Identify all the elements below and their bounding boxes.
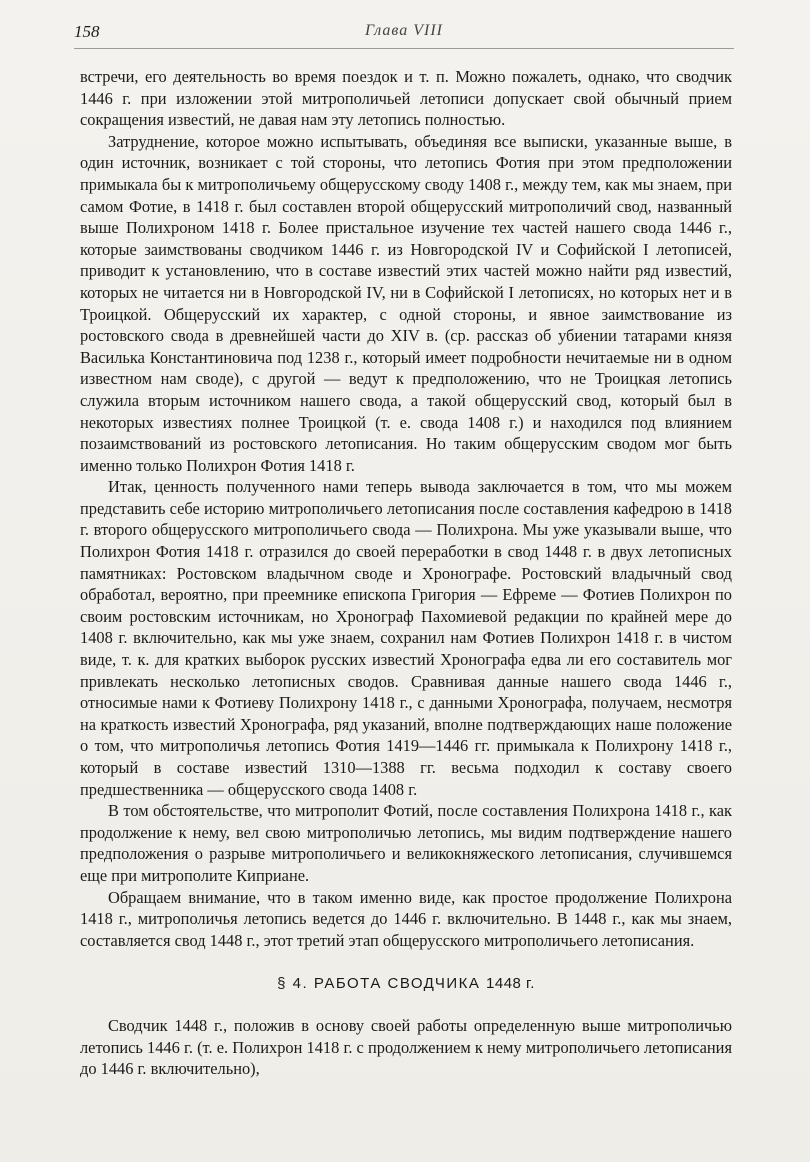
chapter-title: Глава VIII — [364, 22, 443, 39]
header-rule — [74, 48, 734, 49]
paragraph-2: Затруднение, которое можно испытывать, объединяя все выписки, указанные выше, в один источник, возникает с той стороны, что летопись Фотия при этом предположении примыкала бы к митрополичьему общерусскому своду 1408 г., между тем, как мы знаем, при самом Фотие, в 1418 г. был составлен второй общерусский митрополичий свод, названный выше Полихроном 1418 г. Более пристальное изучение тех частей нашего свода 1446 г., которые заимствованы сводчиком 1446 г. из Новгородской IV и Софийской I летописей, приводит к установлению, что в составе известий этих частей можно найти ряд известий, которых не читается ни в Новгородской IV, ни в Софийской I летописях, но которых нет и в Троицкой. Общерусский их характер, с одной стороны, и явное заимствование из ростовского свода в древнейшей части до XIV в. (ср. рассказ об убиении татарами князя Василька Константиновича под 1238 г., который имеет подробности нечитаемые ни в одном известном нам своде), с другой — ведут к предположению, что не Троицкая летопись служила вторым источником нашего свода, а такой общерусский свод, который был в некоторых известиях полнее Троицкой (т. е. свода 1408 г.) и находился под влиянием позаимствований из ростовского летописания. Но таким общерусским сводом мог быть именно только Полихрон Фотия 1418 г. — [80, 131, 732, 475]
section-year: 1448 г. — [486, 975, 535, 993]
body-text — [80, 66, 732, 1080]
page-number: 158 — [74, 22, 100, 41]
paragraph-5: Обращаем внимание, что в таком именно виде, как простое продолжение Полихрона 1418 г., митрополичья летопись ведется до 1446 г. включительно. В 1448 г., как мы знаем, составляется свод 1448 г., этот третий этап общерусского митрополичьего летописания. — [80, 887, 732, 950]
paragraph-1: встречи, его деятельность во время поездок и т. п. Можно пожалеть, однако, что сводчик 1446 г. при изложении этой митрополичьей летописи допускает свой обычный прием сокращения известий, не давая нам эту летопись полностью. — [80, 67, 732, 130]
running-head — [74, 22, 734, 46]
section-heading — [80, 973, 732, 995]
section-title: РАБОТА СВОДЧИКА — [313, 975, 481, 993]
paragraph-3: Итак, ценность полученного нами теперь вывода заключается в том, что мы можем представить себе историю митрополичьего летописания после составления кафедрою в 1418 г. второго общерусского митрополичьего свода — Полихрона. Мы уже указывали выше, что Полихрон Фотия 1418 г. отразился до своей переработки в свод 1448 г. в двух летописных памятниках: Ростовском владычном своде и Хронографе. Ростовский владычный свод обработал, вероятно, при преемнике епископа Григория — Ефреме — Фотиев Полихрон по своим ростовским источникам, но Хронограф Пахомиевой редакции по крайней мере до 1408 г. включительно, как мы уже знаем, сохранил нам Фотиев Полихрон 1418 г. в чистом виде, т. к. для кратких выборок русских известий Хронографа едва ли его составитель мог привлекать несколько летописных сводов. Сравнивая данные нашего свода 1446 г., относимые нами к Фотиеву Полихрону 1418 г., с данными Хронографа, получаем, несмотря на краткость известий Хронографа, ряд указаний, вполне подтверждающих наше положение о том, что митрополичья летопись Фотия 1419—1446 гг. примыкала к Полихрону 1418 г., который в составе известий 1310—1388 гг. весьма подходил к составу своего предшественника — общерусского свода 1408 г. — [80, 477, 732, 799]
paragraph-6: Сводчик 1448 г., положив в основу своей работы определенную выше митрополичью летопись 1446 г. (т. е. Полихрон 1418 г. с продолжением к нему митрополичьего летописания до 1446 г. включительно), — [80, 1015, 732, 1079]
section-number: § 4. — [277, 975, 309, 993]
paragraph-4: В том обстоятельстве, что митрополит Фотий, после составления Полихрона 1418 г., как продолжение к нему, вел свою митрополичью летопись, мы видим подтверждение нашего предположения о разрыве митрополичьего и великокняжеского летописания, случившемся еще при митрополите Киприане. — [80, 801, 732, 885]
